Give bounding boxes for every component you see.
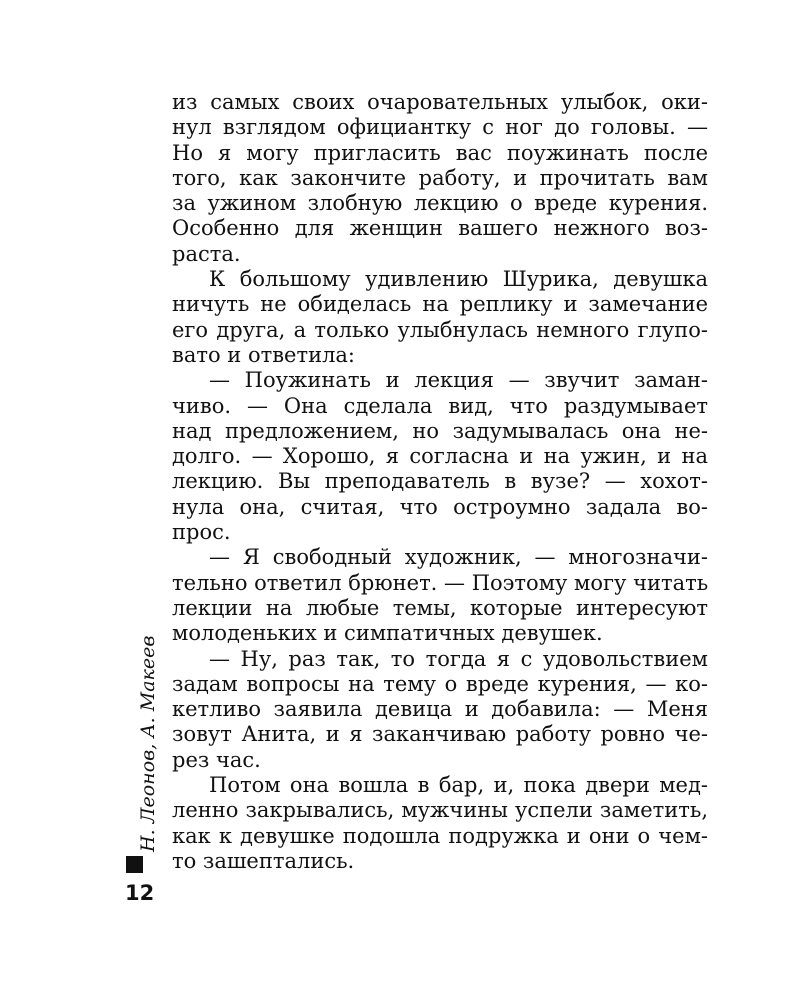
body-text [172, 90, 708, 874]
paragraph-first-line: — Я свободный художник, — многозначи- [209, 545, 708, 570]
page-number: 12 [125, 881, 155, 905]
paragraph-first-line: — Ну, раз так, то тогда я с удовольствием [209, 646, 708, 671]
text-line: лекции на любые темы, которые интересуют [172, 595, 708, 620]
paragraph-first-line: — Поужинать и лекция — звучит заман- [209, 368, 708, 393]
text-line: рез час. [172, 747, 261, 772]
paragraph-first-line: К большому удивлению Шурика, девушка [209, 267, 708, 292]
text-line: ленно закрывались, мужчины успели заметить, [172, 798, 708, 823]
text-line: его друга, а только улыбнулась немного глупо- [172, 317, 708, 342]
text-line: прос. [172, 520, 231, 545]
text-line: ничуть не обиделась на реплику и замечание [172, 292, 708, 317]
text-line: молоденьких и симпатичных девушек. [172, 621, 603, 646]
text-line: как к девушке подошла подружка и они о чем- [172, 823, 708, 848]
text-line: Но я могу пригласить вас поужинать после [172, 140, 708, 165]
text-line: над предложением, но задумывалась она не- [172, 418, 708, 443]
text-line: кетливо заявила девица и добавила: — Меня [172, 697, 708, 722]
paragraph-first-line: Потом она вошла в бар, и, пока двери мед- [209, 773, 708, 798]
text-line: лекцию. Вы преподаватель в вузе? — хохот- [172, 469, 708, 494]
text-line: задам вопросы на тему о вреде курения, — ко- [172, 671, 708, 696]
text-line: за ужином злобную лекцию о вреде курения. [172, 191, 708, 216]
text-line: то зашептались. [172, 848, 355, 873]
text-line: того, как закончите работу, и прочитать вам [172, 165, 708, 190]
text-line: долго. — Хорошо, я согласна и на ужин, и на [172, 444, 708, 469]
text-line: раста. [172, 241, 241, 266]
text-line: зовут Анита, и я заканчиваю работу ровно че- [172, 722, 708, 747]
text-line: вато и ответила: [172, 342, 356, 367]
text-line: нул взглядом официантку с ног до головы. — [172, 115, 708, 140]
text-line: из самых своих очаровательных улыбок, оки- [172, 90, 708, 114]
text-line: чиво. — Она сделала вид, что раздумывает [172, 393, 708, 418]
text-line: тельно ответил брюнет. — Поэтому могу читать [172, 570, 709, 595]
running-head-authors: Н. Леонов, А. Макеев [137, 635, 159, 852]
square-ornament-icon [126, 856, 143, 873]
text-line: Особенно для женщин вашего нежного воз- [172, 216, 708, 241]
text-line: нула она, считая, что остроумно задала во- [172, 494, 708, 519]
